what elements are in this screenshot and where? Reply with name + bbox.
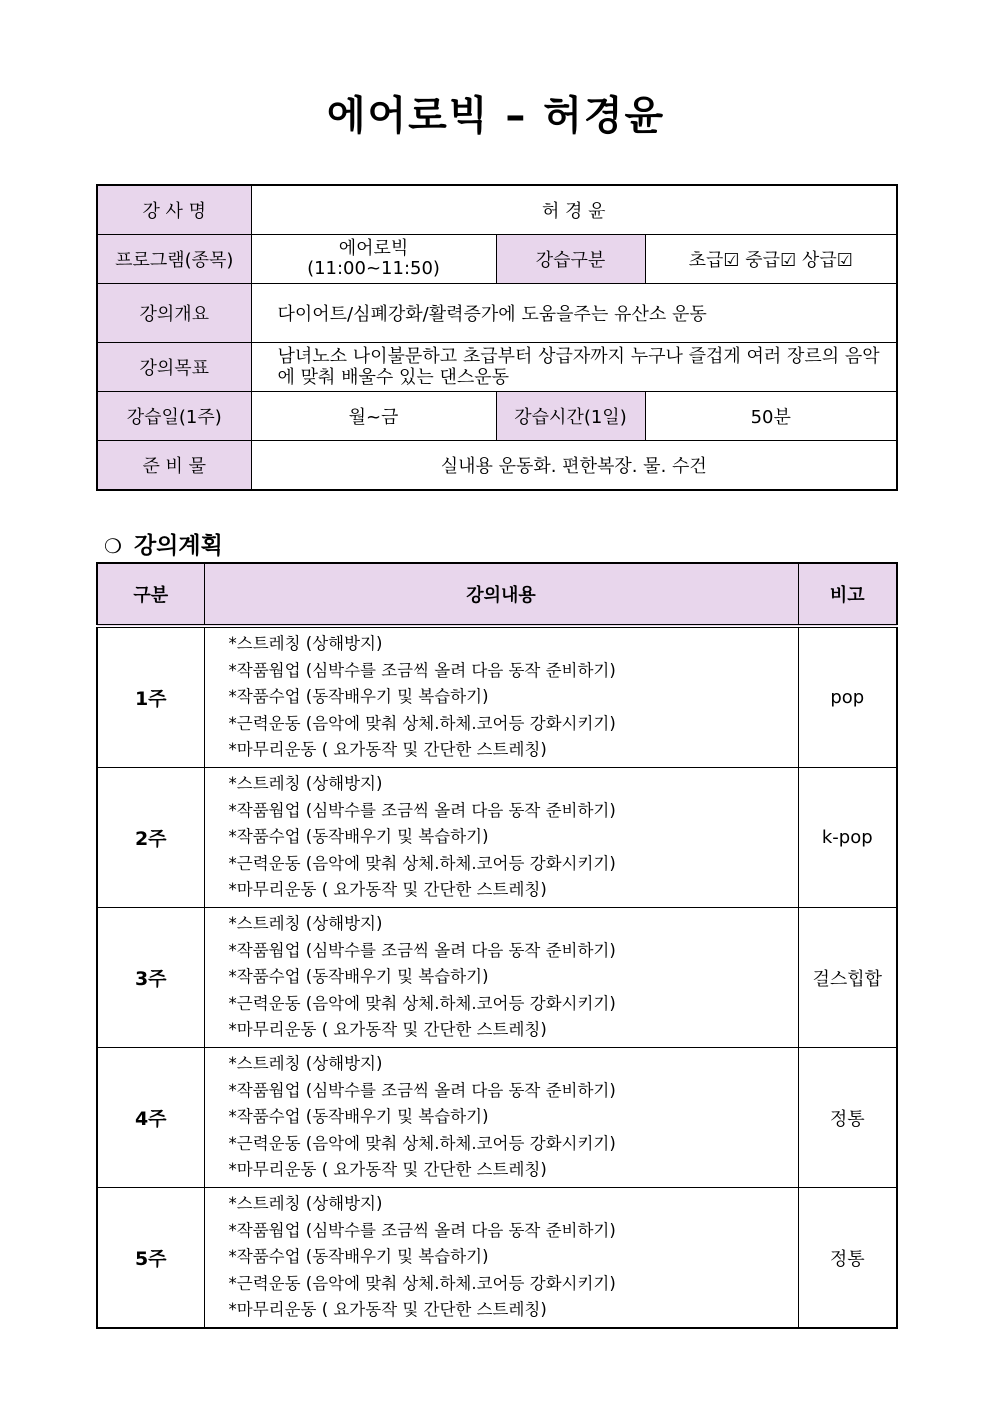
- list-item: *스트레칭 (상해방지): [228, 914, 383, 934]
- list-item: *작품수업 (동작배우기 및 복습하기): [228, 1107, 489, 1127]
- list-item: *마무리운동 ( 요가동작 및 간단한 스트레칭): [228, 740, 547, 760]
- list-item: *마무리운동 ( 요가동작 및 간단한 스트레칭): [228, 1020, 547, 1040]
- list-item: *작품수업 (동작배우기 및 복습하기): [228, 1247, 489, 1267]
- supplies-label: 준 비 물: [97, 441, 251, 491]
- list-item: *스트레칭 (상해방지): [228, 774, 383, 794]
- week-label: 5주: [97, 1188, 204, 1329]
- table-row: [97, 626, 897, 768]
- week-note: 걸스힙합: [798, 908, 897, 1048]
- list-item: *작품웜업 (심박수를 조금씩 올려 다음 동작 준비하기): [228, 660, 616, 680]
- supplies-row: [97, 441, 897, 491]
- program-row: [97, 235, 897, 284]
- list-item: *근력운동 (음악에 맞춰 상체.하체.코어등 강화시키기): [228, 993, 616, 1013]
- schedule-row: [97, 392, 897, 441]
- week-label: 1주: [97, 626, 204, 768]
- week-note: 정통: [798, 1188, 897, 1329]
- goal-label: 강의목표: [97, 343, 251, 392]
- hours-label: 강습시간(1일): [496, 392, 645, 441]
- lesson-plan-table: [96, 562, 898, 1329]
- week-note: 정통: [798, 1048, 897, 1188]
- table-row: [97, 1188, 897, 1329]
- days-value: 월~금: [251, 392, 496, 441]
- week-content: [204, 1048, 798, 1188]
- week-label: 2주: [97, 768, 204, 908]
- list-item: *근력운동 (음악에 맞춰 상체.하체.코어등 강화시키기): [228, 1133, 616, 1153]
- table-row: [97, 1048, 897, 1188]
- plan-header-row: [97, 563, 897, 626]
- goal-row: [97, 343, 897, 392]
- list-item: *마무리운동 ( 요가동작 및 간단한 스트레칭): [228, 1300, 547, 1320]
- hours-value: 50분: [645, 392, 897, 441]
- week-label: 4주: [97, 1048, 204, 1188]
- list-item: *근력운동 (음악에 맞춰 상체.하체.코어등 강화시키기): [228, 853, 616, 873]
- days-label: 강습일(1주): [97, 392, 251, 441]
- circle-bullet-icon: ❍: [104, 534, 122, 558]
- list-item: *작품웜업 (심박수를 조금씩 올려 다음 동작 준비하기): [228, 940, 616, 960]
- supplies-value: 실내용 운동화. 편한복장. 물. 수건: [251, 441, 897, 491]
- table-row: [97, 768, 897, 908]
- col-note-header: 비고: [798, 563, 897, 626]
- overview-value: 다이어트/심폐강화/활력증가에 도움을주는 유산소 운동: [251, 284, 897, 343]
- program-name: 에어로빅: [338, 238, 409, 259]
- week-note: k-pop: [798, 768, 897, 908]
- list-item: *마무리운동 ( 요가동작 및 간단한 스트레칭): [228, 880, 547, 900]
- level-label: 강습구분: [496, 235, 645, 284]
- week-content: [204, 1188, 798, 1329]
- instructor-row: [97, 185, 897, 235]
- instructor-label: 강 사 명: [97, 185, 251, 235]
- course-info-table: [96, 184, 898, 491]
- goal-value: 남녀노소 나이불문하고 초급부터 상급자까지 누구나 즐겁게 여러 장르의 음악에 맞춰 배울수 있는 댄스운동: [251, 343, 897, 392]
- list-item: *스트레칭 (상해방지): [228, 1194, 383, 1214]
- list-item: *근력운동 (음악에 맞춰 상체.하체.코어등 강화시키기): [228, 1273, 616, 1293]
- list-item: *작품웜업 (심박수를 조금씩 올려 다음 동작 준비하기): [228, 1080, 616, 1100]
- col-week-header: 구분: [97, 563, 204, 626]
- week-content: [204, 768, 798, 908]
- overview-row: [97, 284, 897, 343]
- section-heading: [104, 527, 223, 560]
- list-item: *작품웜업 (심박수를 조금씩 올려 다음 동작 준비하기): [228, 1220, 616, 1240]
- table-row: [97, 908, 897, 1048]
- week-content: [204, 908, 798, 1048]
- list-item: *작품웜업 (심박수를 조금씩 올려 다음 동작 준비하기): [228, 800, 616, 820]
- instructor-value: 허 경 윤: [251, 185, 897, 235]
- list-item: *마무리운동 ( 요가동작 및 간단한 스트레칭): [228, 1160, 547, 1180]
- list-item: *스트레칭 (상해방지): [228, 1054, 383, 1074]
- program-time: (11:00~11:50): [307, 258, 440, 279]
- level-value: 초급☑ 중급☑ 상급☑: [645, 235, 897, 284]
- list-item: *작품수업 (동작배우기 및 복습하기): [228, 967, 489, 987]
- overview-label: 강의개요: [97, 284, 251, 343]
- col-content-header: 강의내용: [204, 563, 798, 626]
- list-item: *스트레칭 (상해방지): [228, 634, 383, 654]
- list-item: *작품수업 (동작배우기 및 복습하기): [228, 687, 489, 707]
- week-content: [204, 626, 798, 768]
- section-title: 강의계획: [133, 533, 223, 559]
- program-value: [251, 235, 496, 284]
- list-item: *작품수업 (동작배우기 및 복습하기): [228, 827, 489, 847]
- page-title: 에어로빅 – 허경윤: [326, 93, 666, 139]
- week-note: pop: [798, 626, 897, 768]
- program-label: 프로그램(종목): [97, 235, 251, 284]
- list-item: *근력운동 (음악에 맞춰 상체.하체.코어등 강화시키기): [228, 713, 616, 733]
- week-label: 3주: [97, 908, 204, 1048]
